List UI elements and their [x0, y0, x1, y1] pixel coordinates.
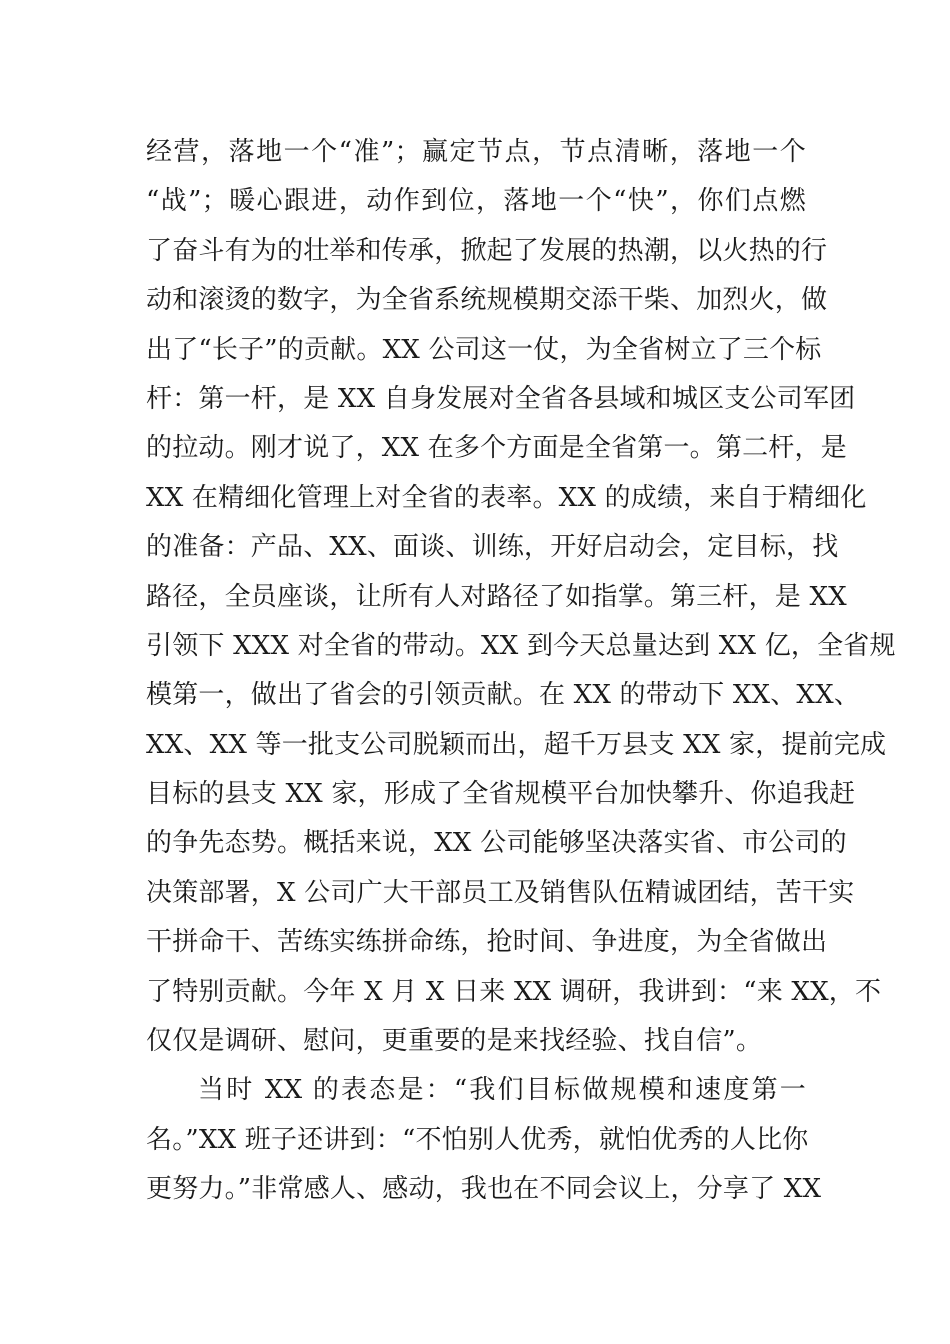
text-line: 的准备：产品、XX、面谈、训练，开好启动会，定目标，找 — [146, 532, 839, 563]
text-line: 决策部署，X 公司广大干部员工及销售队伍精诚团结，苦干实 — [146, 877, 855, 908]
text-line: 经营，落地一个“准”；赢定节点，节点清晰，落地一个 — [146, 137, 806, 167]
text-line: 的争先态势。概括来说，XX 公司能够坚决落实省、市公司的 — [146, 828, 847, 859]
text-line: 动和滚烫的数字，为全省系统规模期交添干柴、加烈火，做 — [146, 285, 828, 316]
text-line: 模第一，做出了省会的引领贡献。在 XX 的带动下 XX、XX、 — [146, 680, 861, 711]
text-line: 路径，全员座谈，让所有人对路径了如指掌。第三杆，是 XX — [146, 581, 847, 612]
text-line: 了特别贡献。今年 X 月 X 日来 XX 调研，我讲到：“来 XX，不 — [146, 976, 882, 1007]
text-line: 更努力。”非常感人、感动，我也在不同会议上，分享了 XX — [146, 1174, 822, 1205]
text-line: 的拉动。刚才说了，XX 在多个方面是全省第一。第二杆，是 — [146, 433, 847, 464]
text-line: XX 在精细化管理上对全省的表率。XX 的成绩，来自于精细化 — [146, 482, 867, 513]
paragraph-1 — [146, 128, 896, 1066]
paragraph-2 — [146, 1066, 822, 1214]
text-line: “战”；暖心跟进，动作到位，落地一个“快”，你们点燃 — [146, 186, 806, 217]
text-line: XX、XX 等一批支公司脱颖而出，超千万县支 XX 家，提前完成 — [146, 729, 887, 760]
text-line: 仅仅是调研、慰问，更重要的是来找经验、找自信”。 — [146, 1026, 763, 1057]
text-line: 名。”XX 班子还讲到：“不怕别人优秀，就怕优秀的人比你 — [146, 1124, 809, 1155]
text-line: 杆：第一杆，是 XX 自身发展对全省各县域和城区支公司军团 — [146, 383, 856, 414]
text-line: 出了“长子”的贡献。XX 公司这一仗，为全省树立了三个标 — [146, 334, 822, 365]
text-line: 了奋斗有为的壮举和传承，掀起了发展的热潮，以火热的行 — [146, 235, 828, 266]
text-line: 当时 XX 的表态是：“我们目标做规模和速度第一 — [198, 1075, 806, 1106]
body-text — [146, 128, 896, 1215]
text-line: 目标的县支 XX 家，形成了全省规模平台加快攀升、你追我赶 — [146, 779, 856, 810]
text-line: 干拼命干、苦练实练拼命练，抢时间、争进度，为全省做出 — [146, 927, 828, 958]
text-line: 引领下 XXX 对全省的带动。XX 到今天总量达到 XX 亿，全省规 — [146, 630, 896, 661]
